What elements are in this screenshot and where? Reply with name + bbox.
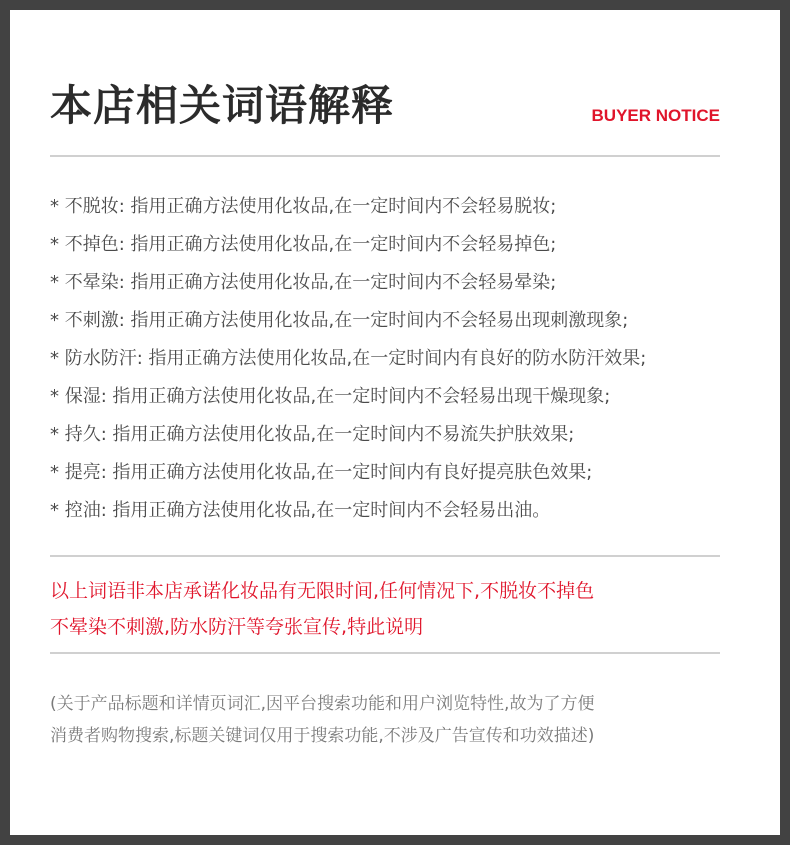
disclaimer-line-2: 不晕染不刺激,防水防汗等夸张宣传,特此说明 [50, 616, 424, 638]
disclaimer-notice [50, 573, 730, 645]
terms-divider [50, 555, 720, 557]
term-item-no-smudge: * 不脱妆: 指用正确方法使用化妆品,在一定时间内不会轻易脱妆; [50, 196, 557, 217]
term-item-brightening: * 提亮: 指用正确方法使用化妆品,在一定时间内有良好提亮肤色效果; [50, 462, 593, 483]
term-item-no-bleed: * 不晕染: 指用正确方法使用化妆品,在一定时间内不会轻易晕染; [50, 272, 557, 293]
term-item-long-lasting: * 持久: 指用正确方法使用化妆品,在一定时间内不易流失护肤效果; [50, 424, 575, 445]
footnote-line-1: (关于产品标题和详情页词汇,因平台搜索功能和用户浏览特性,故为了方便 [50, 694, 595, 714]
term-list [50, 188, 740, 530]
term-item-non-irritating: * 不刺激: 指用正确方法使用化妆品,在一定时间内不会轻易出现刺激现象; [50, 310, 629, 331]
term-item-waterproof: * 防水防汗: 指用正确方法使用化妆品,在一定时间内有良好的防水防汗效果; [50, 348, 647, 369]
notice-divider [50, 652, 720, 654]
term-item-moisturizing: * 保湿: 指用正确方法使用化妆品,在一定时间内不会轻易出现干燥现象; [50, 386, 611, 407]
footnote [50, 688, 730, 752]
term-item-oil-control: * 控油: 指用正确方法使用化妆品,在一定时间内不会轻易出油。 [50, 500, 551, 521]
header-divider [50, 155, 720, 157]
disclaimer-line-1: 以上词语非本店承诺化妆品有无限时间,任何情况下,不脱妆不掉色 [50, 580, 595, 602]
page-header [50, 78, 720, 148]
term-item-no-fade: * 不掉色: 指用正确方法使用化妆品,在一定时间内不会轻易掉色; [50, 234, 557, 255]
buyer-notice-badge: BUYER NOTICE [591, 106, 720, 125]
page-title: 本店相关词语解释 [50, 81, 395, 130]
footnote-line-2: 消费者购物搜索,标题关键词仅用于搜索功能,不涉及广告宣传和功效描述) [50, 726, 595, 746]
